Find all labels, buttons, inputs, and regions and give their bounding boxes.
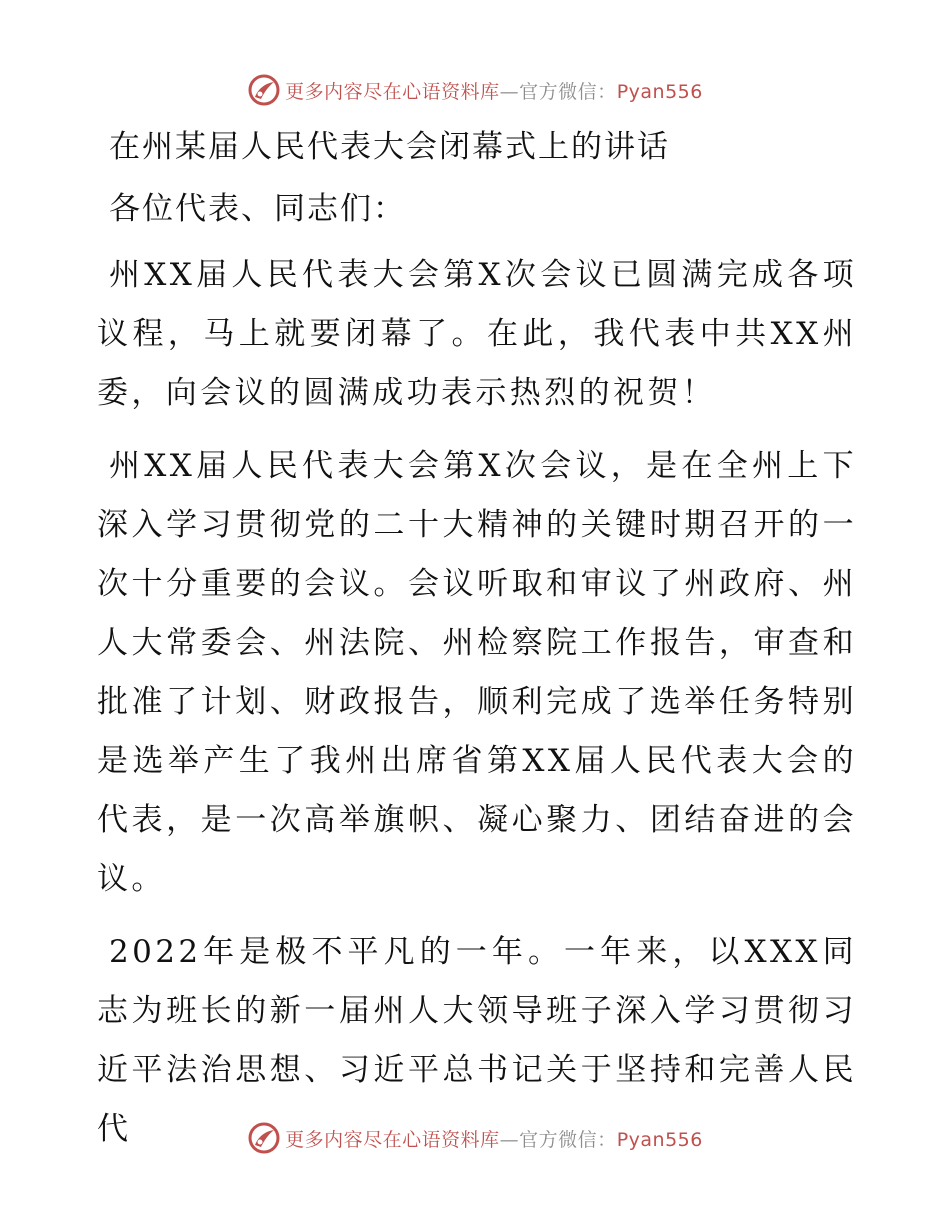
watermark-wechat-id: Pyan556 [616,80,703,103]
footer-watermark [0,1118,950,1158]
paragraph-1: 州XX届人民代表大会第X次会议已圆满完成各项议程，马上就要闭幕了。在此，我代表中共XX州委，向会议的圆满成功表示热烈的祝贺！ [97,257,857,411]
watermark-brand: 更多内容尽在心语资料库 [285,80,500,103]
logo-icon [247,1121,281,1155]
watermark-wechat-label: 官方微信： [519,1128,617,1151]
salutation: 各位代表、同志们： [109,191,406,227]
watermark-group [247,73,703,107]
watermark-text [285,1125,703,1152]
paragraph-2: 州XX届人民代表大会第X次会议，是在全州上下深入学习贯彻党的二十大精神的关键时期召开的一次十分重要的会议。会议听取和审议了州政府、州人大常委会、州法院、州检察院工作报告，审查和批准了计划、财政报告，顺利完成了选举任务特别是选举产生了我州出席省第XX届人民代表大会的代表，是一次高举旗帜、凝心聚力、团结奋进的会议。 [97,448,857,897]
paragraph-3: 2022年是极不平凡的一年。一年来，以XXX同志为班长的新一届州人大领导班子深入学习贯彻习近平法治思想、习近平总书记关于坚持和完善人民代 [97,934,857,1147]
document-title: 在州某届人民代表大会闭幕式上的讲话 [109,129,670,165]
watermark-brand: 更多内容尽在心语资料库 [285,1128,500,1151]
watermark-separator: — [499,1128,520,1151]
logo-icon [247,73,281,107]
watermark-text [285,77,703,104]
watermark-separator: — [499,80,520,103]
document-body [97,120,857,1173]
watermark-wechat-id: Pyan556 [616,1128,703,1151]
watermark-group [247,1121,703,1155]
header-watermark [0,70,950,110]
watermark-wechat-label: 官方微信： [519,80,617,103]
